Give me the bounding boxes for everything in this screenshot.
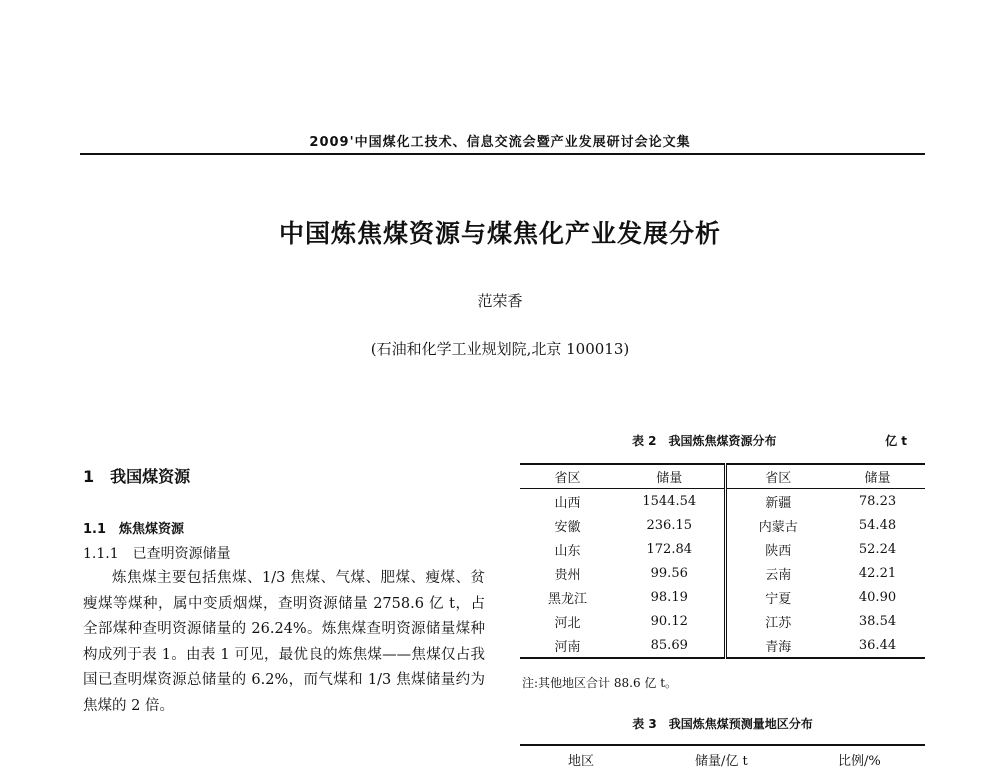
table-cell: 新疆 <box>725 489 830 514</box>
running-head: 2009'中国煤化工技术、信息交流会暨产业发展研讨会论文集 <box>309 135 691 150</box>
table-cell: 172.84 <box>646 541 692 557</box>
body-text <box>83 566 485 719</box>
table-cell: 236.15 <box>646 517 692 533</box>
table-cell: 宁夏 <box>725 585 830 609</box>
table3-header-cell: 地区 <box>568 754 595 769</box>
table-cell: 山东 <box>554 543 581 559</box>
table-row <box>520 609 925 633</box>
table-row <box>520 633 925 658</box>
table-cell: 52.24 <box>858 541 897 557</box>
table-row <box>520 537 925 561</box>
table-row <box>520 489 925 514</box>
table2-note: 注:其他地区合计 88.6 亿 t。 <box>522 676 678 690</box>
table-cell: 99.56 <box>650 565 688 581</box>
table-cell: 98.19 <box>650 589 688 605</box>
header-rule <box>80 153 925 155</box>
table3-header-cell: 比例/% <box>838 754 881 769</box>
table-header-cell: 储量 <box>830 464 925 489</box>
table-cell: 陕西 <box>725 537 830 561</box>
table-cell: 54.48 <box>858 517 897 533</box>
paper-title: 中国炼焦煤资源与煤焦化产业发展分析 <box>278 219 721 248</box>
subsection-heading: 1.1 炼焦煤资源 <box>83 522 185 537</box>
table2-caption: 表 2 我国炼焦煤资源分布 <box>632 434 777 448</box>
table-row <box>520 513 925 537</box>
author-name: 范荣香 <box>477 292 523 310</box>
table2 <box>520 463 925 659</box>
table-cell: 36.44 <box>858 637 897 653</box>
body-paragraph: 炼焦煤主要包括焦煤、1/3 焦煤、气煤、肥煤、瘦煤、贫瘦煤等煤种，属中变质烟煤，查明资源储量 2758.6 亿 t，占全部煤种查明资源储量的 26.24%。炼焦煤查明资源储量煤种构成列于表 1。由表 1 可见，最优良的炼焦煤——焦煤仅占我国已查明煤资源总储量的 6.2%，而气煤和 1/3 焦煤储量约为焦煤的 2 倍。 <box>83 570 485 714</box>
table-cell: 85.69 <box>650 637 688 653</box>
table-cell: 内蒙古 <box>725 513 830 537</box>
table-cell: 1544.54 <box>642 493 697 509</box>
table3-header-row <box>520 750 925 770</box>
table-cell: 河北 <box>554 615 581 631</box>
author-affiliation: (石油和化学工业规划院,北京 100013) <box>370 340 630 358</box>
table-cell: 云南 <box>725 561 830 585</box>
table-header-cell: 省区 <box>725 464 830 489</box>
table-cell: 78.23 <box>858 493 897 509</box>
table2-caption-row <box>520 432 925 450</box>
table3-top-rule <box>520 744 925 746</box>
table-cell: 90.12 <box>650 613 688 629</box>
table-cell: 安徽 <box>554 519 581 535</box>
table-cell: 38.54 <box>858 613 897 629</box>
table-header-row <box>520 464 925 489</box>
table-cell: 黑龙江 <box>547 591 587 607</box>
table-row <box>520 585 925 609</box>
table-cell: 山西 <box>554 495 581 511</box>
section-heading: 1 我国煤资源 <box>83 467 191 486</box>
table-cell: 40.90 <box>858 589 897 605</box>
table-header-cell: 储量 <box>615 464 725 489</box>
table2-unit: 亿 t <box>885 434 907 448</box>
table-row <box>520 561 925 585</box>
table-header-cell: 省区 <box>520 464 615 489</box>
table-cell: 42.21 <box>858 565 897 581</box>
table-cell: 青海 <box>725 633 830 658</box>
table-cell: 江苏 <box>725 609 830 633</box>
table-cell: 贵州 <box>554 567 581 583</box>
table3-header-cell: 储量/亿 t <box>695 754 748 769</box>
table3-caption: 表 3 我国炼焦煤预测量地区分布 <box>632 717 813 731</box>
subsubsection-heading: 1.1.1 已查明资源储量 <box>83 546 231 562</box>
table-cell: 河南 <box>554 639 581 655</box>
